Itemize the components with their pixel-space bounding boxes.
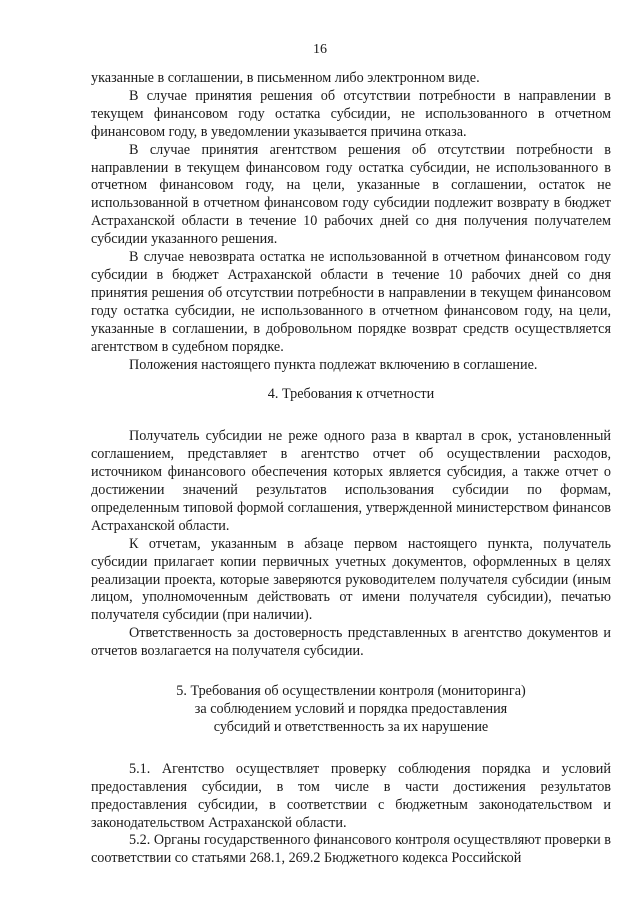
paragraph-continuation: указанные в соглашении, в письменном либо электронном виде. (91, 70, 480, 86)
section-5-heading-line-1: 5. Требования об осуществлении контроля (мониторинга) (176, 683, 526, 700)
paragraph-responsibility: Ответственность за достоверность представленных в агентство документов и отчетов возлагается на получателя субсидии. (91, 625, 611, 660)
paragraph-return-obligation: В случае принятия агентством решения об отсутствии потребности в направлении в текущем финансовом году остатка субсидии, не использованного в отчетном финансовом году, на цели, указанные в соглашении, остаток не использованной в отчетном финансовом году субсидии подлежит возврату в бюджет Астраханской области в течение 10 рабочих дней со дня получения получателем субсидии указанного решения. (91, 141, 611, 248)
page-number: 16 (313, 42, 327, 57)
paragraph-agreement-inclusion: Положения настоящего пункта подлежат включению в соглашение. (129, 356, 538, 373)
paragraph-5-1: 5.1. Агентство осуществляет проверку соблюдения порядка и условий предоставления субсидии, в том числе в части достижения результатов предоставления субсидии, в соответствии с бюджетным законодательством и законодательством Астраханской области. (91, 760, 611, 831)
section-5-heading-line-2: за соблюдением условий и порядка предоставления (194, 701, 508, 717)
section-5-heading-line-3: субсидий и ответственность за их нарушение (213, 718, 489, 735)
paragraph-refusal-reason: В случае принятия решения об отсутствии потребности в направлении в текущем финансовом году остатка субсидии, не использованного в отчетном финансовом году, в уведомлении указывается причина отказа. (91, 87, 611, 140)
paragraph-primary-documents: К отчетам, указанным в абзаце первом настоящего пункта, получатель субсидии прилагает копии первичных учетных документов, оформленных в целях реализации проекта, которые заверяются руководителем получателя субсидии (иным лицом, уполномоченным действовать от имени получателя субсидии), печатью получателя субсидии (при наличии). (91, 535, 611, 624)
document-body (91, 70, 611, 868)
section-4-heading: 4. Требования к отчетности (267, 386, 435, 403)
paragraph-reporting: Получатель субсидии не реже одного раза в квартал в срок, установленный соглашением, представляет в агентство отчет об осуществлении расходов, источником финансового обеспечения которых является субсидия, а также отчет о достижении значений результатов использования субсидии по формам, определенным типовой формой соглашения, утвержденной министерством финансов Астраханской области. (91, 428, 611, 534)
paragraph-court-recovery: В случае невозврата остатка не использованной в отчетном финансовом году субсидии в бюджет Астраханской области в течение 10 рабочих дней со дня принятия решения об отсутствии потребности в направлении в текущем финансовом году остатка субсидии, не использованного в отчетном финансовом году, на цели, указанные в соглашении, в добровольном порядке возврат средств осуществляется агентством в судебном порядке. (91, 249, 611, 355)
paragraph-5-2: 5.2. Органы государственного финансового контроля осуществляют проверки в соответствии со статьями 268.1, 269.2 Бюджетного кодекса Российской (91, 832, 611, 867)
